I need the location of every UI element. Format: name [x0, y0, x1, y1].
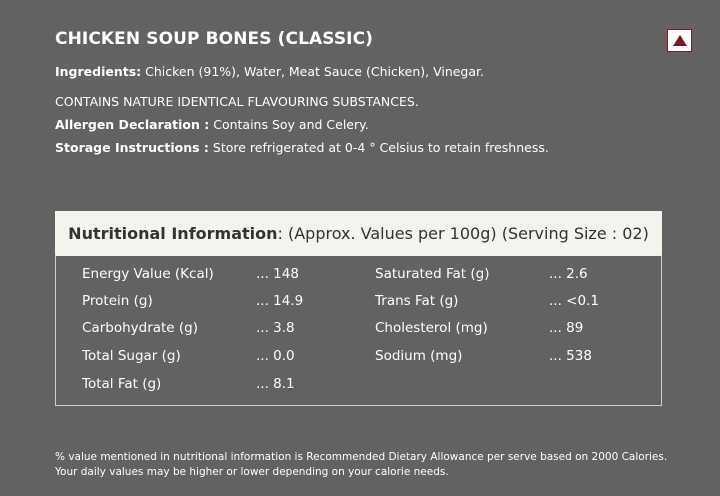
footer-note — [55, 450, 667, 480]
nutrient-name: Total Sugar (g) — [82, 348, 181, 364]
nutrition-table — [55, 255, 662, 406]
product-title: CHICKEN SOUP BONES (CLASSIC) — [55, 29, 374, 49]
nutrient-value: ... 8.1 — [256, 376, 295, 392]
nutrient-value: ... 0.0 — [256, 348, 295, 364]
nutrient-name: Trans Fat (g) — [375, 293, 459, 309]
ingredients-text: Chicken (91%), Water, Meat Sauce (Chicken), Vinegar. — [141, 64, 484, 79]
nutrient-value: ... 3.8 — [256, 320, 295, 336]
nutrition-heading — [55, 211, 662, 256]
nutrient-value: ... 2.6 — [549, 266, 588, 282]
flavouring-notice: CONTAINS NATURE IDENTICAL FLAVOURING SUBSTANCES. — [55, 94, 419, 109]
nutrition-heading-rest: : (Approx. Values per 100g) (Serving Size : 02) — [277, 224, 649, 243]
nutrient-value: ... 89 — [549, 320, 584, 336]
nutrient-name: Energy Value (Kcal) — [82, 266, 214, 282]
nutrient-name: Saturated Fat (g) — [375, 266, 490, 282]
ingredients-line — [55, 64, 484, 79]
nutrient-value: ... 148 — [256, 266, 299, 282]
storage-label: Storage Instructions : — [55, 140, 209, 155]
nutrient-name: Protein (g) — [82, 293, 153, 309]
footer-line-1: % value mentioned in nutritional information is Recommended Dietary Allowance per serve based on 2000 Calories. — [55, 451, 668, 463]
ingredients-label: Ingredients: — [55, 64, 142, 79]
nutrient-value: ... 538 — [549, 348, 592, 364]
allergen-line — [55, 117, 369, 132]
storage-line — [55, 140, 549, 155]
footer-line-2: Your daily values may be higher or lower depending on your calorie needs. — [55, 466, 449, 478]
nutrition-heading-bold: Nutritional Information — [68, 224, 278, 243]
nutrient-value: ... <0.1 — [549, 293, 599, 309]
red-triangle-icon — [673, 35, 687, 46]
nutrient-value: ... 14.9 — [256, 293, 304, 309]
brand-logo — [667, 29, 692, 52]
storage-text: Store refrigerated at 0-4 ° Celsius to retain freshness. — [208, 140, 549, 155]
nutrient-name: Cholesterol (mg) — [375, 320, 488, 336]
nutrient-name: Sodium (mg) — [375, 348, 463, 364]
nutrient-name: Total Fat (g) — [82, 376, 162, 392]
allergen-text: Contains Soy and Celery. — [209, 117, 369, 132]
allergen-label: Allergen Declaration : — [55, 117, 210, 132]
nutrient-name: Carbohydrate (g) — [82, 320, 199, 336]
